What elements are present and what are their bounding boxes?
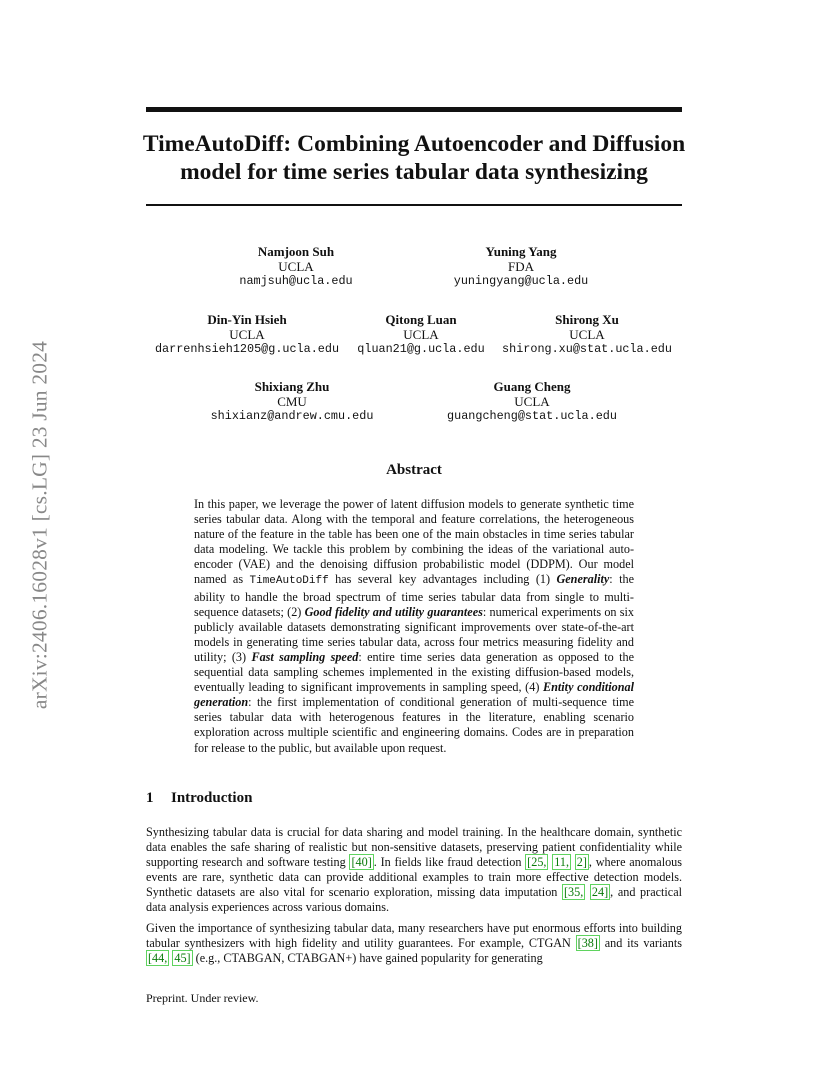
- advantage-fidelity: Good fidelity and utility guarantees: [304, 604, 483, 619]
- citation-link[interactable]: 2]: [576, 855, 587, 870]
- author-block: [192, 379, 392, 424]
- citation-link[interactable]: [35,: [564, 885, 584, 900]
- author-block: [421, 244, 621, 289]
- abstract-text: has several key advantages including (1): [328, 572, 557, 587]
- author-email[interactable]: shixianz@andrew.cmu.edu: [210, 409, 374, 423]
- abstract-text: : numerical experiments on six publicly available datasets demonstrating significant improvements over state-of-the-art models in generating time series tabular data, across four metrics measuring fidelity and utility; (3): [194, 604, 634, 664]
- author-affiliation: UCLA: [514, 394, 550, 409]
- citation-link[interactable]: [44,: [148, 951, 168, 966]
- section-number: 1: [146, 790, 154, 806]
- author-name: Shirong Xu: [555, 312, 619, 327]
- author-name: Guang Cheng: [493, 379, 571, 394]
- citation-link[interactable]: 11,: [554, 855, 570, 870]
- paragraph-text: and its variants: [599, 936, 682, 951]
- author-block: [196, 244, 396, 289]
- intro-paragraph-1: [146, 825, 682, 916]
- abstract-text: : the ability to handle the broad spectrum of time series tabular data from single to multi-sequence datasets; (2): [194, 572, 634, 619]
- author-email[interactable]: qluan21@g.ucla.edu: [357, 342, 485, 356]
- author-name: Yuning Yang: [485, 244, 557, 259]
- paragraph-text: . In fields like fraud detection: [373, 855, 526, 870]
- paper-title: [120, 130, 708, 186]
- author-name: Din-Yin Hsieh: [207, 312, 287, 327]
- section-title: Introduction: [171, 790, 253, 806]
- citation-link[interactable]: [38]: [577, 936, 598, 951]
- title-line-2: model for time series tabular data synthesizing: [180, 159, 648, 185]
- citation-link[interactable]: 45]: [174, 951, 191, 966]
- author-affiliation: UCLA: [569, 327, 605, 342]
- author-email[interactable]: guangcheng@stat.ucla.edu: [447, 409, 617, 423]
- author-affiliation: UCLA: [403, 327, 439, 342]
- model-name: TimeAutoDiff: [249, 575, 329, 588]
- advantage-generality: Generality: [556, 572, 610, 587]
- advantage-sampling-speed: Fast sampling speed: [251, 649, 359, 664]
- author-block: [497, 312, 677, 357]
- author-block: [346, 312, 496, 357]
- abstract-text: In this paper, we leverage the power of latent diffusion models to generate synthetic time series tabular data. Along with the temporal and feature correlations, the heterogeneous nature of the feature in the table has been one of the main obstacles in time series tabular data modeling. We tackle this problem by combining the ideas of the variational auto-encoder (VAE) and the denoising diffusion probabilistic model (DDPM). Our model named as: [194, 497, 634, 587]
- paragraph-text: , where anomalous events are rare, synthetic data can provide additional examples to train more effective detection models. Synthetic datasets are also vital for scenario exploration, missing data imputation: [146, 855, 683, 900]
- author-name: Qitong Luan: [385, 312, 457, 327]
- section-heading-introduction: [146, 790, 252, 807]
- citation-link[interactable]: [25,: [527, 855, 547, 870]
- author-affiliation: FDA: [507, 259, 534, 274]
- title-top-rule: [146, 107, 682, 112]
- abstract-heading: Abstract: [386, 462, 442, 478]
- author-block: [432, 379, 632, 424]
- advantage-entity-conditional: Entity conditional generation: [194, 680, 634, 710]
- abstract-text: : entire time series data generation as opposed to the sequential data sampling schemes implemented in the existing diffusion-based models, eventually leading to significant improvements in sampling speed, (4): [194, 649, 635, 695]
- author-email[interactable]: shirong.xu@stat.ucla.edu: [502, 342, 672, 356]
- author-block: [142, 312, 352, 357]
- author-email[interactable]: namjsuh@ucla.edu: [239, 274, 353, 288]
- page-footer: Preprint. Under review.: [146, 991, 259, 1005]
- paragraph-text: (e.g., CTABGAN, CTABGAN+) have gained popularity for generating: [192, 951, 543, 966]
- title-bottom-rule: [146, 204, 682, 206]
- author-name: Shixiang Zhu: [254, 379, 330, 394]
- citation-link[interactable]: 24]: [591, 885, 609, 900]
- author-name: Namjoon Suh: [257, 244, 335, 259]
- title-line-1: TimeAutoDiff: Combining Autoencoder and Diffusion: [142, 131, 686, 157]
- author-affiliation: UCLA: [278, 259, 314, 274]
- paragraph-text: , and practical data analysis experiences across various domains.: [146, 885, 683, 915]
- paragraph-text: Given the importance of synthesizing tabular data, many researchers have put enormous efforts into building tabular synthesizers with high fidelity and utility guarantees. For example, CTGAN: [146, 921, 682, 951]
- arxiv-identifier: arXiv:2406.16028v1 [cs.LG] 23 Jun 2024: [27, 340, 52, 710]
- abstract-text: : the first implementation of conditional generation of multi-sequence time series tabular data with heterogenous features in the literature, enabling scenario exploration across multiple scientific and engineering domains. Codes are in preparation for release to the public, but available upon request.: [194, 695, 634, 755]
- abstract-body: [194, 497, 634, 756]
- paragraph-text: Synthesizing tabular data is crucial for data sharing and model training. In the healthcare domain, synthetic data enables the safe sharing of realistic but non-sensitive datasets, preserving patient confidentiality while supporting research and software testing: [146, 825, 682, 870]
- author-email[interactable]: yuningyang@ucla.edu: [453, 274, 589, 288]
- author-affiliation: CMU: [277, 394, 307, 409]
- author-affiliation: UCLA: [229, 327, 265, 342]
- intro-paragraph-2: [146, 921, 682, 966]
- citation-link[interactable]: [40]: [351, 855, 372, 870]
- author-email[interactable]: darrenhsieh1205@g.ucla.edu: [154, 342, 340, 356]
